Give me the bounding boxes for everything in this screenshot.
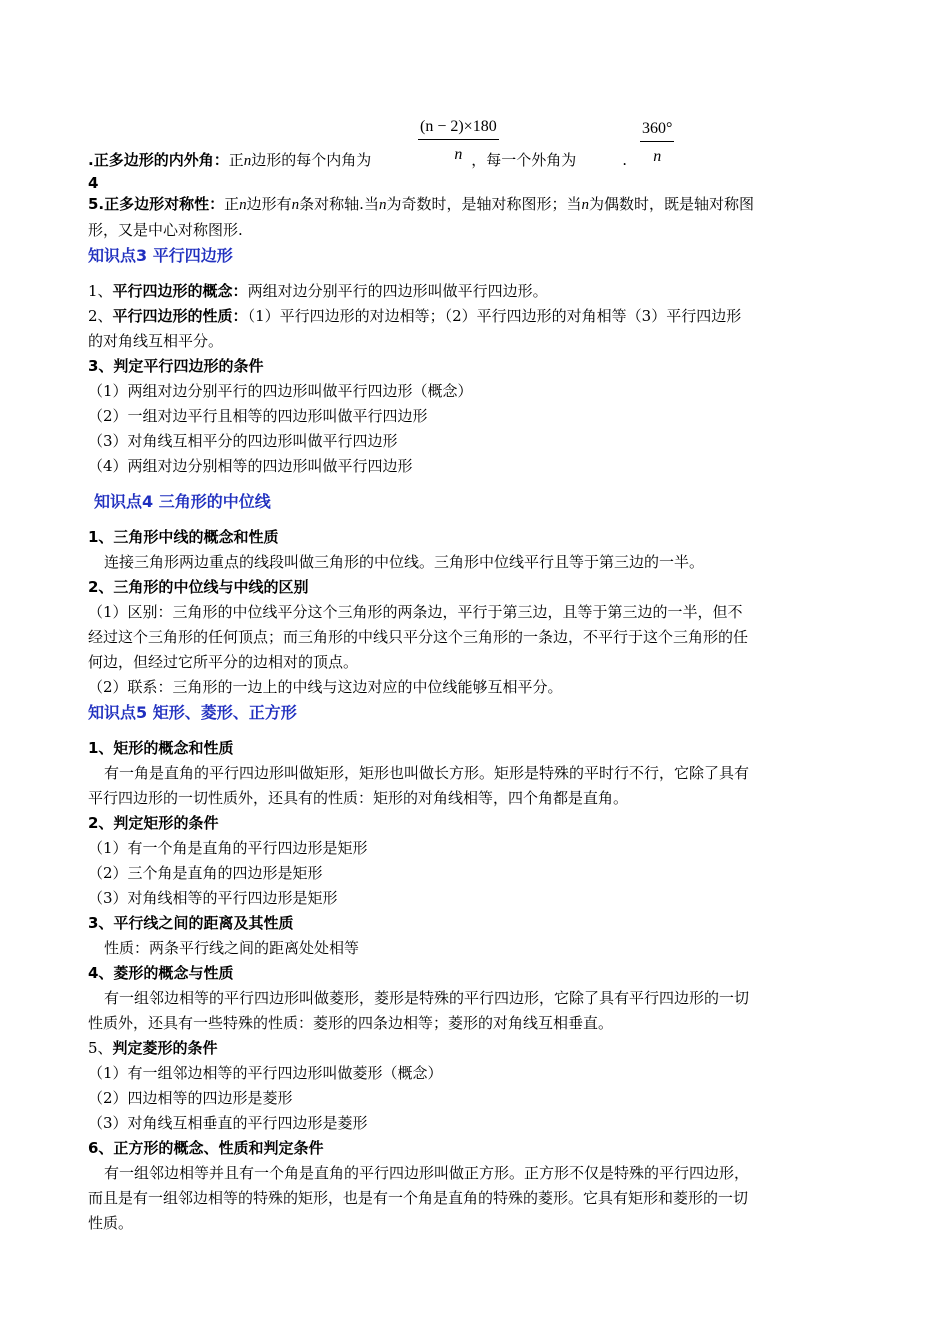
paragraph-line: 平行四边形的一切性质外，还具有的性质：矩形的对角线相等，四个角都是直角。 [88, 789, 629, 807]
fraction-numerator: 360° [640, 120, 674, 142]
text: 两组对边分别平行的四边形叫做平行四边形。 [247, 282, 548, 300]
regular-polygon-angles-block [88, 112, 863, 174]
subsection-heading: 1、三角形中线的概念和性质 [88, 528, 279, 546]
subsection-heading: 3、判定平行四边形的条件 [88, 357, 264, 375]
paragraph-line: （2）联系：三角形的一边上的中线与这边对应的中位线能够互相平分。 [88, 678, 563, 696]
text: 为偶数时，既是轴对称图 [588, 195, 754, 213]
subsection-heading: 3、平行线之间的距离及其性质 [88, 914, 294, 932]
paragraph-line: 有一组邻边相等并且有一个角是直角的平行四边形叫做正方形。正方形不仅是特殊的平行四边形， [104, 1164, 750, 1182]
fraction-numerator: (n − 2)×180 [418, 118, 499, 140]
paragraph-line: 形，又是中心对称图形. [88, 221, 243, 239]
list-item: （2）三个角是直角的四边形是矩形 [88, 864, 323, 882]
variable-n: n [378, 197, 387, 213]
text: 为奇数时，是轴对称图形；当 [386, 195, 582, 213]
paragraph-line: 有一组邻边相等的平行四边形叫做菱形，菱形是特殊的平行四边形，它除了具有平行四边形的一切 [104, 989, 750, 1007]
section-number: 4 [88, 174, 99, 192]
paragraph-line: 连接三角形两边重点的线段叫做三角形的中位线。三角形中位线平行且等于第三边的一半。 [104, 553, 705, 571]
paragraph-line: 何边，但经过它所平分的边相对的顶点。 [88, 653, 359, 671]
paragraph-line: 经过这个三角形的任何顶点；而三角形的中线只平分这个三角形的一条边，不平行于这个三角形的任 [88, 628, 749, 646]
paragraph-line [88, 279, 863, 304]
document-page [88, 112, 863, 1236]
variable-n: n [291, 197, 300, 213]
text: （1）平行四边形的对边相等；（2）平行四边形的对角相等（3）平行四边形 [247, 307, 742, 325]
label: 5.正多边形对称性： [88, 195, 225, 213]
paragraph-line: 的对角线互相平分。 [88, 332, 224, 350]
paragraph-line: 而且是有一组邻边相等的特殊的矩形，也是有一个角是直角的特殊的菱形。它具有矩形和菱形的一切 [88, 1189, 749, 1207]
paragraph-line: 有一角是直角的平行四边形叫做矩形，矩形也叫做长方形。矩形是特殊的平时行不行，它除了具有 [104, 764, 750, 782]
label: 平行四边形的概念： [112, 282, 248, 300]
variable-n: n [243, 153, 252, 169]
subsection-heading: 2、三角形的中位线与中线的区别 [88, 578, 309, 596]
label: 平行四边形的性质： [112, 307, 248, 325]
list-item: （2）四边相等的四边形是菱形 [88, 1089, 293, 1107]
list-item: （3）对角线相等的平行四边形是矩形 [88, 889, 338, 907]
text: 正 [228, 151, 244, 169]
section-heading-k3: 知识点3 平行四边形 [88, 246, 233, 265]
list-item: （1）两组对边分别平行的四边形叫做平行四边形（概念） [88, 382, 473, 400]
section-heading-k4: 知识点4 三角形的中位线 [94, 492, 271, 511]
fraction-denominator: n [454, 146, 463, 163]
label: 判定菱形的条件 [112, 1039, 218, 1057]
subsection-heading [88, 1036, 863, 1061]
text: 5、 [88, 1039, 113, 1057]
exterior-angle-fraction [640, 120, 674, 166]
text: 边形有 [246, 195, 292, 213]
list-item: （2）一组对边平行且相等的四边形叫做平行四边形 [88, 407, 428, 425]
subsection-heading: 2、判定矩形的条件 [88, 814, 219, 832]
list-item: （1）有一组邻边相等的平行四边形叫做菱形（概念） [88, 1064, 443, 1082]
paragraph-line: 性质。 [88, 1214, 134, 1232]
text: 边形的每个内角为 [251, 151, 372, 169]
subsection-heading: 6、正方形的概念、性质和判定条件 [88, 1139, 324, 1157]
text: 2、 [88, 307, 113, 325]
text: . [622, 151, 628, 169]
text: 1、 [88, 282, 113, 300]
text: ，每一个外角为 [471, 151, 577, 169]
subsection-heading: 4、菱形的概念与性质 [88, 964, 234, 982]
variable-n: n [239, 197, 247, 213]
polygon-angles-line [88, 148, 627, 174]
list-item: （4）两组对边分别相等的四边形叫做平行四边形 [88, 457, 413, 475]
paragraph-line: 性质外，还具有一些特殊的性质：菱形的四条边相等；菱形的对角线互相垂直。 [88, 1014, 614, 1032]
list-item: （1）有一个角是直角的平行四边形是矩形 [88, 839, 368, 857]
paragraph-line: （1）区别：三角形的中位线平分这个三角形的两条边，平行于第三边，且等于第三边的一半，但不 [88, 603, 743, 621]
paragraph-line: 性质：两条平行线之间的距离处处相等 [104, 939, 360, 957]
fraction-denominator: n [653, 148, 662, 165]
text: 条对称轴.当 [299, 195, 379, 213]
variable-n: n [581, 197, 589, 213]
subsection-heading: 1、矩形的概念和性质 [88, 739, 234, 757]
paragraph-line [88, 304, 863, 329]
polygon-symmetry-line [88, 192, 863, 218]
list-item: （3）对角线互相垂直的平行四边形是菱形 [88, 1114, 368, 1132]
text: 正 [224, 195, 240, 213]
list-item: （3）对角线互相平分的四边形叫做平行四边形 [88, 432, 398, 450]
section-heading-k5: 知识点5 矩形、菱形、正方形 [88, 703, 297, 722]
label: .正多边形的内外角： [88, 151, 229, 169]
